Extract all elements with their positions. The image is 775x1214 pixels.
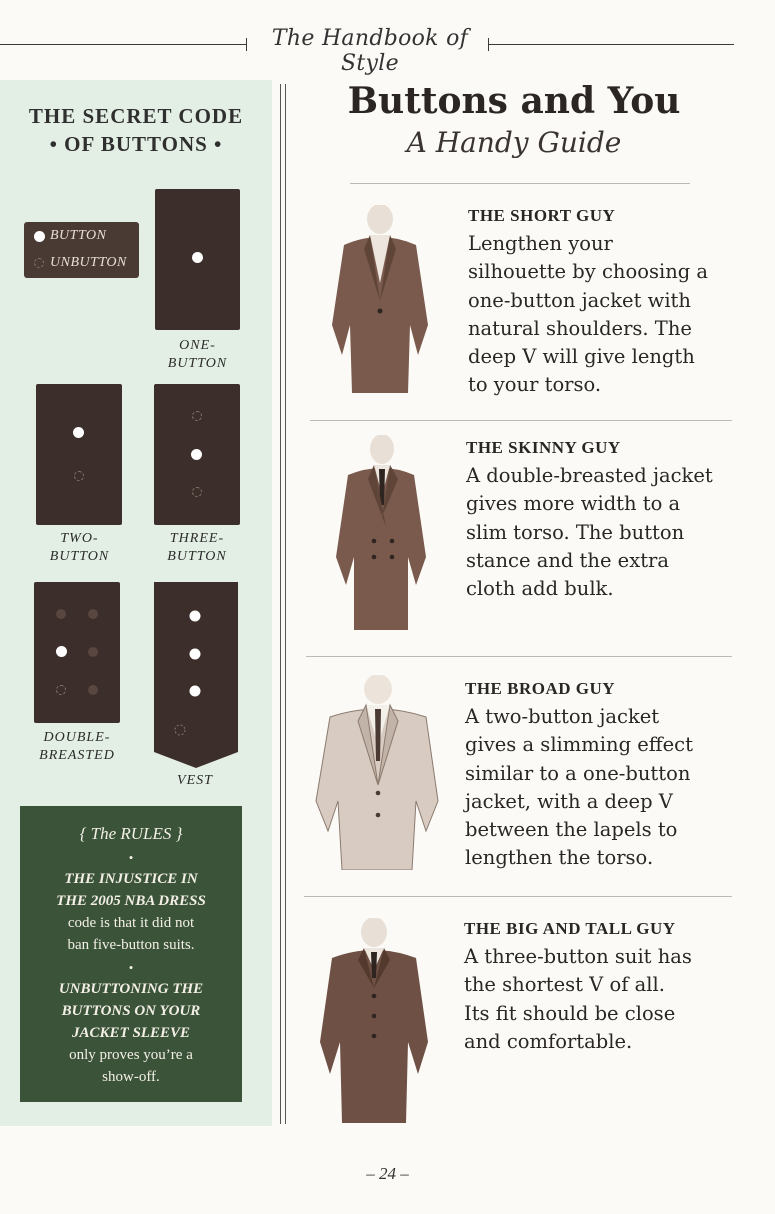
rules-heading: { The RULES } [79, 824, 183, 843]
guy-line: silhouette by choosing a [468, 260, 709, 284]
rule-emphasis: THE 2005 NBA DRESS [56, 893, 206, 909]
guy-line: lengthen the torso. [465, 846, 654, 870]
double-breasted-panel [34, 582, 120, 723]
guy-description [468, 230, 733, 400]
caption-line: THREE- [169, 531, 225, 546]
rules-bullet: • [128, 960, 134, 975]
guy-line: cloth add bulk. [466, 577, 614, 601]
guy-description [465, 703, 730, 873]
unbutton-dot-icon [88, 609, 98, 619]
column-divider [285, 84, 286, 1124]
button-dot-icon [73, 427, 84, 438]
title-rule [350, 183, 690, 184]
skinny-guy-suit-illustration [324, 435, 436, 630]
guy-heading: THE SHORT GUY [468, 206, 616, 225]
guy-line: deep V will give length [468, 345, 695, 369]
guy-line: gives more width to a [466, 492, 681, 516]
button-dot-icon [191, 449, 202, 460]
guy-description [466, 462, 731, 603]
rules-bullet: • [128, 850, 134, 865]
rule-2 [30, 978, 232, 1088]
caption-line: BUTTON [49, 549, 110, 564]
guy-line: A three-button suit has [464, 945, 692, 968]
rule-text: only proves you’re a [69, 1047, 193, 1063]
button-dot-icon [34, 231, 45, 242]
caption-line: DOUBLE- [43, 730, 111, 745]
broad-guy-suit-illustration [312, 675, 442, 870]
section-rule [310, 420, 732, 421]
guy-line: A two-button jacket [465, 705, 660, 728]
rule-emphasis: JACKET SLEEVE [72, 1025, 190, 1041]
two-button-panel [36, 384, 122, 525]
button-dot-icon [192, 252, 203, 263]
unbutton-dot-icon [192, 487, 202, 497]
unbutton-dot-icon [88, 685, 98, 695]
guy-heading: THE BROAD GUY [465, 679, 616, 698]
guy-line: gives a slimming effect [465, 733, 693, 757]
sidebar-title-line2: • OF BUTTONS • [49, 132, 223, 156]
guy-line: similar to a one-button [465, 761, 691, 785]
one-button-caption [150, 337, 245, 373]
header-tick-left [246, 38, 247, 51]
three-button-panel [154, 384, 240, 525]
guy-line: slim torso. The button [466, 520, 685, 544]
unbutton-dot-icon [74, 471, 84, 481]
rule-emphasis: THE INJUSTICE IN [64, 871, 198, 887]
one-button-panel [155, 189, 240, 330]
page-number: – 24 – [366, 1164, 409, 1183]
rules-box [20, 806, 242, 1102]
double-breasted-caption [24, 729, 130, 765]
caption-line: BREASTED [39, 748, 115, 763]
rule-text: show-off. [102, 1069, 160, 1085]
short-guy-suit-illustration [324, 205, 436, 393]
unbutton-dot-icon [56, 609, 66, 619]
rule-emphasis: UNBUTTONING THE [58, 981, 204, 997]
button-dot-icon [56, 646, 67, 657]
unbutton-dot-icon [56, 685, 66, 695]
unbutton-dot-icon [34, 258, 44, 268]
button-legend [24, 222, 139, 278]
vest-panel [152, 582, 240, 772]
section-rule [306, 656, 732, 657]
page-title: Buttons and You [347, 80, 681, 122]
unbutton-dot-icon [192, 411, 202, 421]
two-button-caption [32, 530, 127, 566]
big-and-tall-guy-suit-illustration [314, 918, 434, 1123]
rule-text: ban five-button suits. [67, 937, 195, 953]
guy-line: one-button jacket with [468, 288, 691, 312]
section-rule [304, 896, 732, 897]
guy-line: and comfortable. [464, 1029, 633, 1053]
column-divider [280, 84, 281, 1124]
sidebar-title-line1: THE SECRET CODE [28, 104, 244, 128]
caption-line: BUTTON [167, 549, 227, 564]
unbutton-dot-icon [88, 647, 98, 657]
guy-line: stance and the extra [466, 548, 670, 572]
three-button-caption [148, 530, 246, 566]
legend-unbutton-label: UNBUTTON [50, 255, 127, 270]
guy-line: jacket, with a deep V [465, 789, 673, 813]
guy-description [464, 943, 729, 1056]
guy-heading: THE BIG AND TALL GUY [464, 919, 676, 938]
rule-emphasis: BUTTONS ON YOUR [61, 1003, 201, 1019]
caption-line: ONE- [179, 338, 216, 353]
guy-heading: THE SKINNY GUY [466, 438, 621, 457]
guy-line: Lengthen your [468, 232, 613, 255]
rule-1 [30, 868, 232, 956]
guy-line: natural shoulders. The [468, 316, 692, 340]
page-subtitle: A Handy Guide [406, 126, 622, 159]
caption-line: BUTTON [167, 356, 228, 371]
guy-line: between the lapels to [465, 818, 678, 842]
header-rule-left [0, 44, 246, 45]
header-rule-right [488, 44, 734, 45]
vest-caption: VEST [177, 773, 213, 788]
guy-line: the shortest V of all. [464, 973, 665, 997]
running-title: The Handbook of Style [271, 26, 469, 76]
rule-text: code is that it did not [67, 915, 195, 931]
guy-line: Its fit should be close [464, 1001, 676, 1025]
guy-line: to your torso. [468, 373, 602, 397]
legend-button-label: BUTTON [50, 228, 107, 243]
caption-line: TWO- [60, 531, 99, 546]
guy-line: A double-breasted jacket [466, 464, 713, 487]
